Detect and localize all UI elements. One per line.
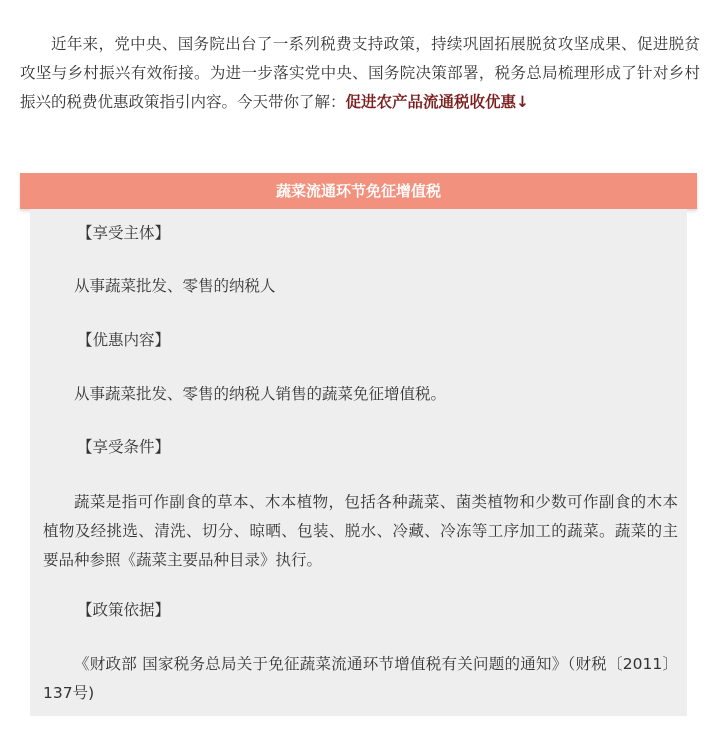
heading-beneficiary: 【享受主体】 — [77, 224, 171, 242]
body-conditions: 蔬菜是指可作副食的草本、木本植物，包括各种蔬菜、菌类植物和少数可作副食的木本植物及经挑选、清洗、切分、晾晒、包装、脱水、冷藏、冷冻等工序加工的蔬菜。蔬菜的主要品种参照《蔬菜主要品种目录》执行。 — [43, 493, 678, 569]
intro-text: 近年来，党中央、国务院出台了一系列税费支持政策，持续巩固拓展脱贫攻坚成果、促进脱贫攻坚与乡村振兴有效衔接。为进一步落实党中央、国务院决策部署，税务总局梳理形成了针对乡村振兴的税费优惠政策指引内容。今天带你了解： — [20, 35, 700, 111]
body-benefit: 从事蔬菜批发、零售的纳税人销售的蔬菜免征增值税。 — [74, 385, 447, 403]
body-policy-basis: 《财政部 国家税务总局关于免征蔬菜流通环节增值税有关问题的通知》（财税〔2011〕137号) — [43, 655, 678, 702]
policy-card — [30, 209, 687, 716]
heading-conditions: 【享受条件】 — [77, 438, 171, 456]
intro-highlight: 促进农产品流通税收优惠↓ — [345, 93, 530, 111]
body-beneficiary: 从事蔬菜批发、零售的纳税人 — [74, 277, 276, 295]
heading-policy-basis: 【政策依据】 — [77, 601, 171, 619]
intro-paragraph — [20, 30, 700, 117]
heading-benefit: 【优惠内容】 — [77, 331, 171, 349]
section-banner: 蔬菜流通环节免征增值税 — [20, 173, 697, 209]
